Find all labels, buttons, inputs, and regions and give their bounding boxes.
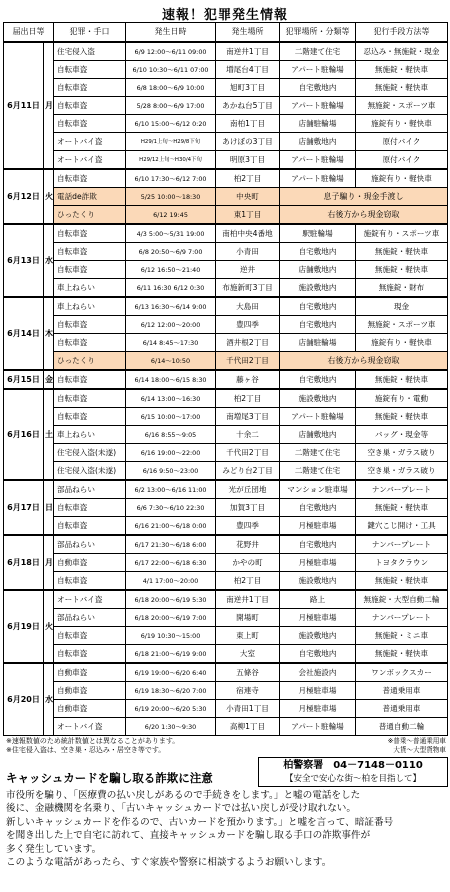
crime-location: 自宅敷地内: [280, 370, 356, 389]
crime-type: 自転車盗: [54, 243, 126, 261]
footnotes: [6, 737, 256, 755]
crime-detail: 右後方から現金窃取: [280, 206, 448, 225]
crime-location: 月極駐車場: [280, 517, 356, 536]
crime-method: 普通自動二輪: [356, 718, 448, 736]
occurrence-time: 4/3 5:00～5/31 19:00: [126, 224, 216, 243]
table-row: [4, 480, 448, 499]
occurrence-time: 6/13 16:30～6/14 9:00: [126, 297, 216, 316]
crime-location: 自宅敷地内: [280, 645, 356, 664]
crime-type: 自動車盗: [54, 682, 126, 700]
warning-line: このような電話があったら、すぐ家族や警察に相談するようお願いします。: [6, 857, 332, 869]
table-row: [4, 389, 448, 408]
crime-type: オートバイ盗: [54, 133, 126, 151]
crime-type: 自転車盗: [54, 370, 126, 389]
table-row: [4, 316, 448, 334]
occurrence-place: 柏2丁目: [216, 169, 280, 188]
occurrence-place: 加賀3丁目: [216, 499, 280, 517]
occurrence-time: 6/12 19:45: [126, 206, 216, 225]
crime-method: 無施錠・軽快車: [356, 408, 448, 426]
report-date: 6月19日: [4, 590, 44, 663]
crime-method: 現金: [356, 297, 448, 316]
occurrence-place: 酒井根2丁目: [216, 334, 280, 352]
occurrence-place: あかね台5丁目: [216, 97, 280, 115]
crime-method: 施錠有り・電動: [356, 389, 448, 408]
crime-detail: 息子騙り・現金手渡し: [280, 188, 448, 206]
occurrence-place: 千代田2丁目: [216, 444, 280, 462]
crime-location: マンション駐車場: [280, 480, 356, 499]
occurrence-place: 逆井: [216, 261, 280, 279]
crime-type: 自転車盗: [54, 517, 126, 536]
occurrence-place: 藤ヶ谷: [216, 370, 280, 389]
occurrence-place: 南逆井1丁目: [216, 42, 280, 61]
report-date: 6月12日: [4, 169, 44, 224]
occurrence-place: 南逆井1丁目: [216, 590, 280, 609]
report-weekday: 水: [44, 224, 54, 297]
table-row: [4, 297, 448, 316]
table-row: [4, 151, 448, 170]
occurrence-time: 6/18 21:00～6/19 9:00: [126, 645, 216, 664]
crime-method: 無施錠・ミニ車: [356, 627, 448, 645]
occurrence-place: 開場町: [216, 609, 280, 627]
report-weekday: 月: [44, 42, 54, 169]
crime-type: 自転車盗: [54, 261, 126, 279]
occurrence-time: 4/1 17:00～20:00: [126, 572, 216, 591]
occurrence-time: 6/6 7:30～6/10 22:30: [126, 499, 216, 517]
occurrence-place: 増尾台4丁目: [216, 61, 280, 79]
crime-location: 施設敷地内: [280, 279, 356, 298]
crime-location: 月極駐車場: [280, 609, 356, 627]
occurrence-time: 6/14～10:50: [126, 352, 216, 371]
crime-method: トヨタクラウン: [356, 554, 448, 572]
crime-location: 二階建て住宅: [280, 42, 356, 61]
crime-type: オートバイ盗: [54, 718, 126, 736]
occurrence-time: 6/14 8:45～17:30: [126, 334, 216, 352]
crime-location: 月極駐車場: [280, 554, 356, 572]
table-row: [4, 115, 448, 133]
occurrence-place: 光が丘団地: [216, 480, 280, 499]
crime-type: 自転車盗: [54, 115, 126, 133]
table-row: [4, 334, 448, 352]
crime-type: 自転車盗: [54, 79, 126, 97]
occurrence-place: 南柏1丁目: [216, 115, 280, 133]
report-date: 6月16日: [4, 389, 44, 480]
abbrev-note-1: ※普乗～普通乗用車: [387, 737, 446, 745]
warning-body: [6, 789, 446, 869]
table-row: [4, 645, 448, 664]
occurrence-place: 明原3丁目: [216, 151, 280, 170]
crime-type: 住宅侵入盗(未遂): [54, 444, 126, 462]
report-date: 6月17日: [4, 480, 44, 535]
crime-type: 自転車盗: [54, 316, 126, 334]
occurrence-place: みどり台2丁目: [216, 462, 280, 481]
crime-type: 自転車盗: [54, 627, 126, 645]
header-location: 犯罪場所・分類等: [280, 23, 356, 43]
occurrence-time: 6/16 9:50～23:00: [126, 462, 216, 481]
table-row: [4, 370, 448, 389]
crime-method: 空き巣・ガラス破り: [356, 444, 448, 462]
crime-method: バッグ・現金等: [356, 426, 448, 444]
occurrence-place: 南増尾3丁目: [216, 408, 280, 426]
crime-method: 施錠有り・軽快車: [356, 115, 448, 133]
report-weekday: 土: [44, 389, 54, 480]
occurrence-place: 旭町3丁目: [216, 79, 280, 97]
warning-line: 多く発生しています。: [6, 843, 102, 855]
report-weekday: 金: [44, 370, 54, 389]
table-row: [4, 279, 448, 298]
occurrence-place: 布施新町3丁目: [216, 279, 280, 298]
table-row: [4, 444, 448, 462]
crime-method: ナンバープレート: [356, 480, 448, 499]
occurrence-place: 大島田: [216, 297, 280, 316]
crime-type: 自転車盗: [54, 408, 126, 426]
crime-type: 住宅侵入盗: [54, 42, 126, 61]
crime-method: 無施錠・軽快車: [356, 261, 448, 279]
crime-location: 自宅敷地内: [280, 499, 356, 517]
crime-type: オートバイ盗: [54, 151, 126, 170]
crime-method: 普通乗用車: [356, 700, 448, 718]
occurrence-time: 6/12 12:00～20:00: [126, 316, 216, 334]
report-date: 6月20日: [4, 663, 44, 736]
warning-line: を聞き出した上で自宅に訪れて、直接キャッシュカードを騙し取る手口の詐欺事件が: [6, 830, 371, 842]
crime-location: 自宅敷地内: [280, 79, 356, 97]
occurrence-place: 豊四季: [216, 316, 280, 334]
occurrence-time: 6/8 20:50～6/9 7:00: [126, 243, 216, 261]
occurrence-time: 5/25 10:00～18:30: [126, 188, 216, 206]
occurrence-place: 五條谷: [216, 663, 280, 682]
occurrence-place: 千代田2丁目: [216, 352, 280, 371]
header-method: 犯行手段方法等: [356, 23, 448, 43]
report-weekday: 水: [44, 663, 54, 736]
crime-location: 自宅敷地内: [280, 535, 356, 554]
crime-type: 車上ねらい: [54, 426, 126, 444]
table-row: [4, 426, 448, 444]
occurrence-place: かやの町: [216, 554, 280, 572]
crime-location: 月極駐車場: [280, 682, 356, 700]
crime-location: 二階建て住宅: [280, 462, 356, 481]
occurrence-time: 6/14 13:00～16:30: [126, 389, 216, 408]
occurrence-place: 中央町: [216, 188, 280, 206]
table-row: [4, 499, 448, 517]
occurrence-time: 6/12 16:50～21:40: [126, 261, 216, 279]
crime-method: 無施錠・スポーツ車: [356, 316, 448, 334]
table-row: [4, 79, 448, 97]
crime-type: 自動車盗: [54, 700, 126, 718]
occurrence-time: 6/14 18:00～6/15 8:30: [126, 370, 216, 389]
warning-heading: キャッシュカードを騙し取る詐欺に注意: [6, 771, 213, 785]
crime-type: 自転車盗: [54, 499, 126, 517]
table-header-row: [4, 23, 448, 43]
report-date: 6月14日: [4, 297, 44, 370]
police-contact-box: [258, 757, 448, 787]
occurrence-time: 6/17 22:00～6/18 6:30: [126, 554, 216, 572]
crime-location: 施設敷地内: [280, 627, 356, 645]
table-row: [4, 572, 448, 591]
crime-type: 自転車盗: [54, 645, 126, 664]
crime-location: 施設敷地内: [280, 572, 356, 591]
crime-location: 自宅敷地内: [280, 297, 356, 316]
occurrence-time: 6/18 20:00～6/19 5:30: [126, 590, 216, 609]
occurrence-time: 6/9 12:00～6/11 09:00: [126, 42, 216, 61]
occurrence-time: 6/20 1:30～9:30: [126, 718, 216, 736]
crime-location: アパート駐輪場: [280, 169, 356, 188]
crime-method: 施錠有り・軽快車: [356, 334, 448, 352]
crime-method: ナンバープレート: [356, 535, 448, 554]
table-row: [4, 97, 448, 115]
crime-type: 部品ねらい: [54, 609, 126, 627]
occurrence-time: H29/12上旬～H30/4下旬: [126, 151, 216, 170]
crime-method: 無施錠・軽快車: [356, 645, 448, 664]
occurrence-time: 6/19 20:00～6/20 5:30: [126, 700, 216, 718]
report-date: 6月18日: [4, 535, 44, 590]
occurrence-place: 花野井: [216, 535, 280, 554]
police-slogan: 【安全で安心な街～柏を目指して】: [284, 774, 421, 784]
table-row: [4, 352, 448, 371]
table-row: [4, 261, 448, 279]
table-row: [4, 554, 448, 572]
crime-method: 原付バイク: [356, 133, 448, 151]
table-row: [4, 609, 448, 627]
crime-location: 施設敷地内: [280, 389, 356, 408]
table-row: [4, 42, 448, 61]
abbrev-notes: [330, 737, 446, 755]
occurrence-time: 6/19 18:30～6/20 7:00: [126, 682, 216, 700]
occurrence-place: 東1丁目: [216, 206, 280, 225]
crime-method: 無施錠・軽快車: [356, 79, 448, 97]
occurrence-place: 小青田: [216, 243, 280, 261]
crime-method: 施錠有り・スポーツ車: [356, 224, 448, 243]
crime-type: 自転車盗: [54, 224, 126, 243]
crime-location: アパート駐輪場: [280, 151, 356, 170]
occurrence-time: 6/11 16:30 6/12 0:30: [126, 279, 216, 298]
crime-location: 店舗駐輪場: [280, 334, 356, 352]
crime-method: 無施錠・財布: [356, 279, 448, 298]
occurrence-time: 6/16 19:00～22:00: [126, 444, 216, 462]
table-row: [4, 590, 448, 609]
table-row: [4, 718, 448, 736]
crime-type: 自転車盗: [54, 572, 126, 591]
crime-method: 原付バイク: [356, 151, 448, 170]
occurrence-place: 東上町: [216, 627, 280, 645]
occurrence-time: 6/15 10:00～17:00: [126, 408, 216, 426]
occurrence-place: 宿連寺: [216, 682, 280, 700]
crime-type: 自動車盗: [54, 554, 126, 572]
crime-location: 会社施設内: [280, 663, 356, 682]
occurrence-time: 6/10 15:00～6/12 0:20: [126, 115, 216, 133]
crime-location: 自宅敷地内: [280, 243, 356, 261]
crime-type: 車上ねらい: [54, 297, 126, 316]
crime-location: アパート駐輪場: [280, 408, 356, 426]
occurrence-time: 6/16 8:55～9:05: [126, 426, 216, 444]
occurrence-time: 6/2 13:00～6/16 11:00: [126, 480, 216, 499]
occurrence-time: H29/1上旬～H29/8下旬: [126, 133, 216, 151]
abbrev-note-2: 大貨～大型貨物車: [393, 746, 446, 754]
police-phone: 柏警察署 04－7148－0110: [283, 760, 423, 771]
occurrence-place: 豊四季: [216, 517, 280, 536]
crime-method: 無施錠・軽快車: [356, 243, 448, 261]
occurrence-time: 6/19 10:30～15:00: [126, 627, 216, 645]
table-row: [4, 682, 448, 700]
crime-type: 自転車盗: [54, 61, 126, 79]
crime-detail: 右後方から現金窃取: [280, 352, 448, 371]
report-weekday: 月: [44, 535, 54, 590]
header-type: 犯罪・手口: [54, 23, 126, 43]
crime-location: 二階建て住宅: [280, 444, 356, 462]
report-weekday: 火: [44, 169, 54, 224]
table-row: [4, 206, 448, 225]
crime-method: 無施錠・スポーツ車: [356, 97, 448, 115]
warning-line: 新しいキャッシュカードを作るので、古いカードを預かります。」と嘘を言って、暗証番号: [6, 816, 394, 828]
crime-method: 鍵穴こじ開け・工具: [356, 517, 448, 536]
occurrence-place: 柏2丁目: [216, 389, 280, 408]
occurrence-time: 6/8 18:00～6/9 10:00: [126, 79, 216, 97]
crime-type: 自動車盗: [54, 663, 126, 682]
table-row: [4, 535, 448, 554]
crime-type: ひったくり: [54, 352, 126, 371]
crime-location: アパート駐輪場: [280, 97, 356, 115]
crime-location: 路上: [280, 590, 356, 609]
occurrence-place: 柏2丁目: [216, 572, 280, 591]
table-row: [4, 462, 448, 481]
crime-location: 自宅敷地内: [280, 316, 356, 334]
crime-type: 部品ねらい: [54, 535, 126, 554]
crime-type: 住宅侵入盗(未遂): [54, 462, 126, 481]
header-place: 発生場所: [216, 23, 280, 43]
crime-location: 駅駐輪場: [280, 224, 356, 243]
crime-type: 部品ねらい: [54, 480, 126, 499]
crime-method: 忍込み・無施錠・現金: [356, 42, 448, 61]
occurrence-time: 6/10 17:30～6/12 7:00: [126, 169, 216, 188]
page-title: 速報！犯罪発生情報: [0, 4, 450, 23]
table-row: [4, 408, 448, 426]
occurrence-place: 高柳1丁目: [216, 718, 280, 736]
crime-type: 自転車盗: [54, 97, 126, 115]
report-weekday: 火: [44, 590, 54, 663]
crime-type: 車上ねらい: [54, 279, 126, 298]
crime-method: 施錠有り・軽快車: [356, 169, 448, 188]
crime-method: ナンバープレート: [356, 609, 448, 627]
crime-location: 店舗敷地内: [280, 261, 356, 279]
crime-method: 普通乗用車: [356, 682, 448, 700]
occurrence-place: 小青田1丁目: [216, 700, 280, 718]
table-row: [4, 224, 448, 243]
table-row: [4, 517, 448, 536]
table-row: [4, 700, 448, 718]
crime-method: 無施錠・軽快車: [356, 370, 448, 389]
report-weekday: 木: [44, 297, 54, 370]
crime-location: アパート駐輪場: [280, 61, 356, 79]
header-time: 発生日時: [126, 23, 216, 43]
crime-type: ひったくり: [54, 206, 126, 225]
report-date: 6月11日: [4, 42, 44, 169]
report-weekday: 日: [44, 480, 54, 535]
table-row: [4, 663, 448, 682]
crime-method: 無施錠・大型自動二輪: [356, 590, 448, 609]
occurrence-time: 5/28 8:00～6/9 17:00: [126, 97, 216, 115]
table-row: [4, 627, 448, 645]
crime-location: アパート駐輪場: [280, 718, 356, 736]
crime-location: 月極駐車場: [280, 700, 356, 718]
crime-type: 自転車盗: [54, 334, 126, 352]
report-date: 6月13日: [4, 224, 44, 297]
header-date: 届出日等: [4, 23, 54, 43]
crime-type: 自転車盗: [54, 389, 126, 408]
crime-table: [3, 22, 448, 736]
crime-method: 無施錠・軽快車: [356, 572, 448, 591]
table-row: [4, 169, 448, 188]
crime-location: 店舗敷地内: [280, 426, 356, 444]
occurrence-time: 6/16 21:00～6/18 0:00: [126, 517, 216, 536]
crime-method: ワンボックスカー: [356, 663, 448, 682]
crime-method: 無施錠・軽快車: [356, 61, 448, 79]
crime-method: 無施錠・軽快車: [356, 499, 448, 517]
crime-method: 空き巣・ガラス破り: [356, 462, 448, 481]
report-date: 6月15日: [4, 370, 44, 389]
table-row: [4, 61, 448, 79]
crime-location: 店舗駐輪場: [280, 115, 356, 133]
footnote-2: ※住宅侵入盗は、空き巣・忍込み・居空き等です。: [6, 746, 166, 754]
table-row: [4, 188, 448, 206]
occurrence-time: 6/18 20:00～6/19 7:00: [126, 609, 216, 627]
footnote-1: ※速報数値のため統計数値とは異なることがあります。: [6, 737, 180, 745]
warning-line: 後に、金融機関を名乗り、「古いキャッシュカードでは払い戻しが受け取れない。: [6, 803, 356, 815]
occurrence-time: 6/17 21:30～6/18 6:00: [126, 535, 216, 554]
occurrence-time: 6/10 10:30～6/11 07:00: [126, 61, 216, 79]
occurrence-place: 十余二: [216, 426, 280, 444]
crime-type: 自転車盗: [54, 169, 126, 188]
warning-line: 市役所を騙り、「医療費の払い戻しがあるので手続きをします。」と嘘の電話をした: [6, 790, 361, 801]
crime-type: 電話de詐欺: [54, 188, 126, 206]
table-row: [4, 243, 448, 261]
occurrence-place: 南柏中央4番地: [216, 224, 280, 243]
occurrence-place: あけぼの3丁目: [216, 133, 280, 151]
occurrence-place: 大室: [216, 645, 280, 664]
table-row: [4, 133, 448, 151]
crime-location: 店舗敷地内: [280, 133, 356, 151]
occurrence-time: 6/19 19:00～6/20 6:40: [126, 663, 216, 682]
crime-type: オートバイ盗: [54, 590, 126, 609]
